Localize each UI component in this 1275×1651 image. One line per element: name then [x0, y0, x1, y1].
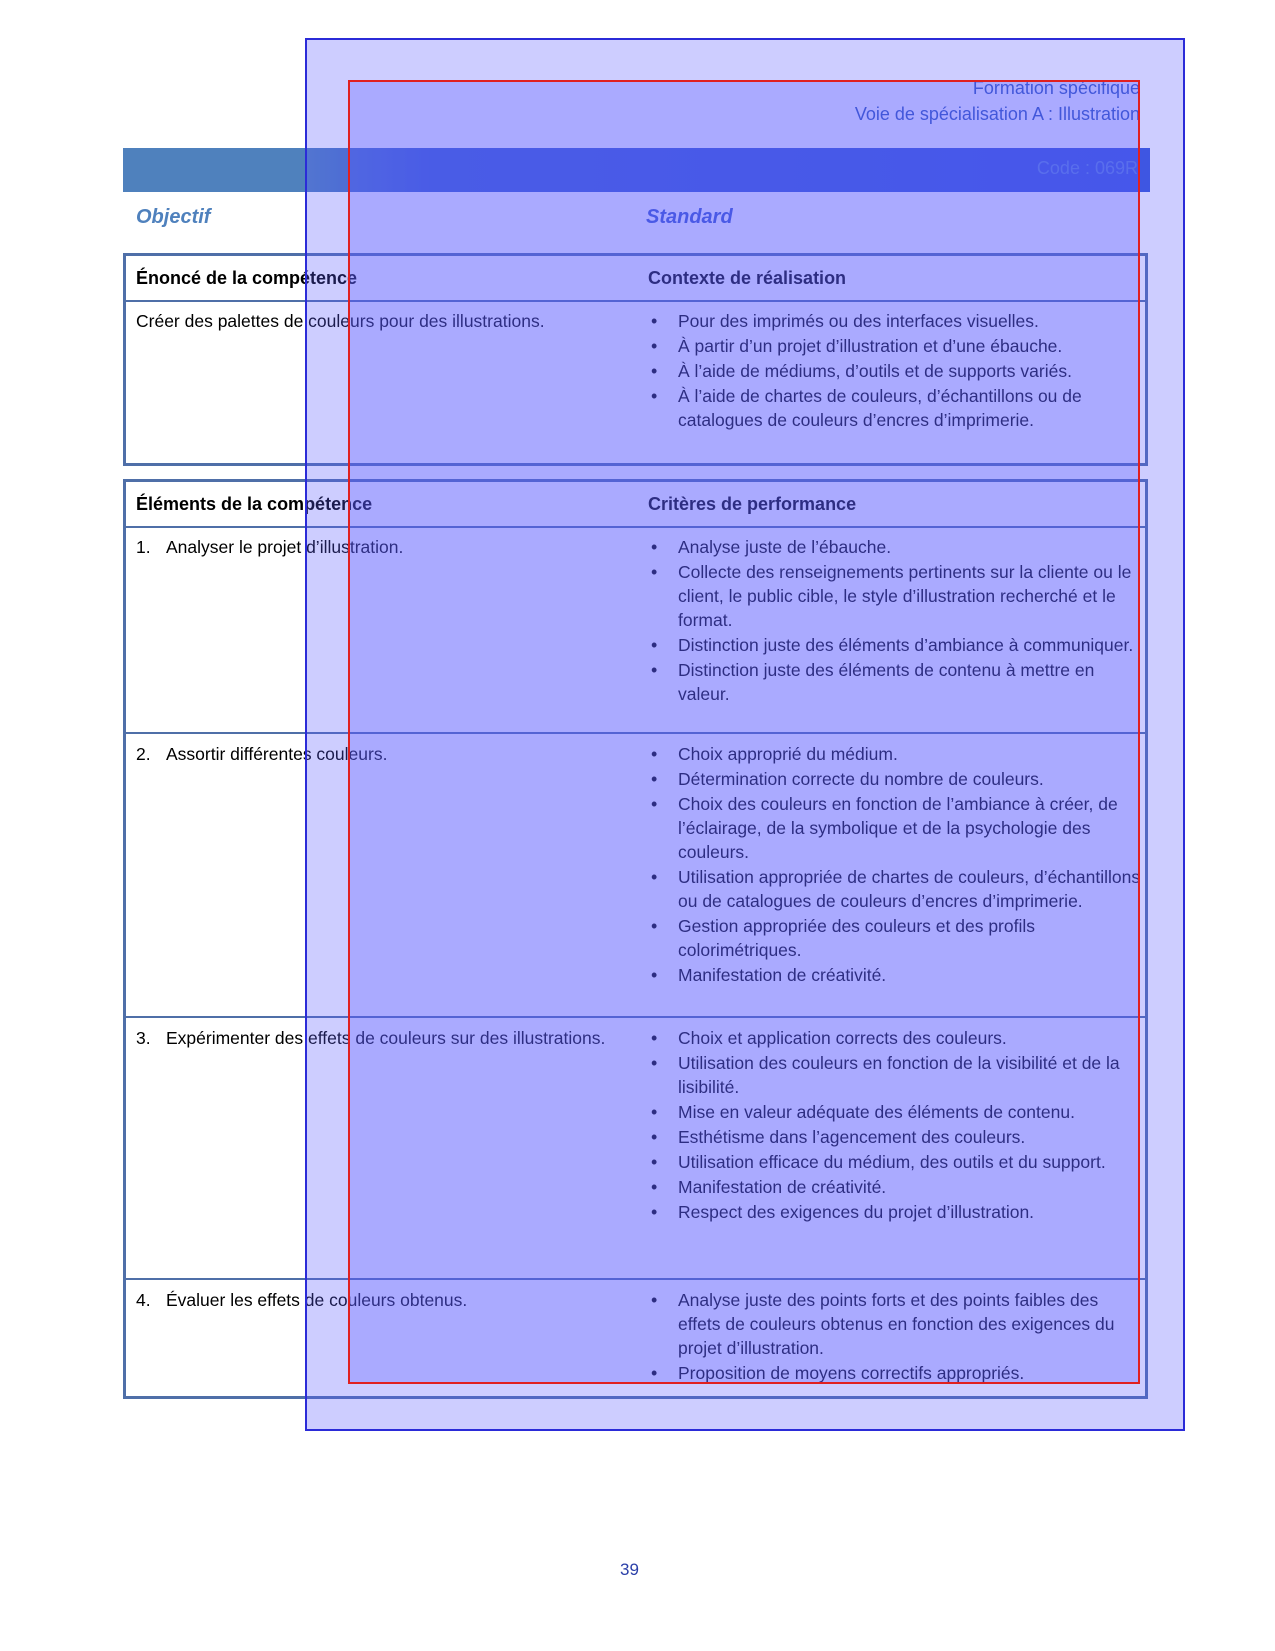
objectif-label: Objectif — [136, 206, 211, 228]
list-item: • Distinction juste des éléments d’ambiance à communiquer. — [648, 633, 1141, 657]
element-text: Analyser le projet d’illustration. — [166, 537, 404, 557]
list-item: • À l’aide de médiums, d’outils et de supports variés. — [648, 359, 1141, 383]
objective-standard-row — [133, 206, 1143, 236]
context-header: Contexte de réalisation — [648, 268, 847, 288]
code-band — [123, 148, 1150, 192]
element-text: Expérimenter des effets de couleurs sur des illustrations. — [166, 1028, 606, 1048]
list-item: • Collecte des renseignements pertinents sur la cliente ou le client, le public cible, le style d’illustration recherché et le format. — [648, 560, 1141, 632]
table-row — [126, 734, 1145, 1018]
list-item: • Proposition de moyens correctifs appropriés. — [648, 1361, 1141, 1385]
context-list — [648, 309, 1141, 433]
table-header-row — [126, 256, 1145, 302]
statement-header: Énoncé de la compétence — [136, 268, 358, 288]
list-item: • Manifestation de créativité. — [648, 1175, 1141, 1199]
table-row — [126, 1280, 1145, 1392]
element-text: Assortir différentes couleurs. — [166, 744, 388, 764]
list-item: • Choix des couleurs en fonction de l’ambiance à créer, de l’éclairage, de la symbolique et de la psychologie des couleurs. — [648, 792, 1141, 864]
list-item: • Gestion appropriée des couleurs et des profils colorimétriques. — [648, 914, 1141, 962]
list-item: • Utilisation des couleurs en fonction de la visibilité et de la lisibilité. — [648, 1051, 1141, 1099]
competency-elements-table — [123, 479, 1148, 1399]
list-item: • Utilisation efficace du médium, des outils et du support. — [648, 1150, 1141, 1174]
list-item: • Mise en valeur adéquate des éléments de contenu. — [648, 1100, 1141, 1124]
competency-statement: Créer des palettes de couleurs pour des illustrations. — [136, 311, 545, 331]
criteria-list — [648, 535, 1141, 707]
element-number: 1. — [136, 537, 151, 557]
list-item: • Respect des exigences du projet d’illustration. — [648, 1200, 1141, 1224]
competency-statement-table — [123, 253, 1148, 466]
criteria-list — [648, 742, 1141, 988]
criteria-list — [648, 1026, 1141, 1225]
list-item: • Manifestation de créativité. — [648, 963, 1141, 987]
list-item: • Détermination correcte du nombre de couleurs. — [648, 767, 1141, 791]
element-number: 2. — [136, 744, 151, 764]
table-row — [126, 1018, 1145, 1280]
list-item: • Utilisation appropriée de chartes de couleurs, d’échantillons ou de catalogues de couleurs d’encres d’imprimerie. — [648, 865, 1141, 913]
list-item: • À partir d’un projet d’illustration et d’une ébauche. — [648, 334, 1141, 358]
list-item: • À l’aide de chartes de couleurs, d’échantillons ou de catalogues de couleurs d’encres d’imprimerie. — [648, 384, 1141, 432]
specialization-title: Voie de spécialisation A : Illustration — [854, 104, 1140, 124]
list-item: • Analyse juste des points forts et des points faibles des effets de couleurs obtenus en fonction des exigences du projet d’illustration. — [648, 1288, 1141, 1360]
page-number: 39 — [620, 1560, 639, 1579]
list-item: • Choix approprié du médium. — [648, 742, 1141, 766]
list-item: • Choix et application corrects des couleurs. — [648, 1026, 1141, 1050]
elements-header: Éléments de la compétence — [136, 494, 373, 514]
list-item: • Pour des imprimés ou des interfaces visuelles. — [648, 309, 1141, 333]
program-title: Formation spécifique — [972, 78, 1140, 98]
list-item: • Distinction juste des éléments de contenu à mettre en valeur. — [648, 658, 1141, 706]
element-number: 4. — [136, 1290, 151, 1310]
criteria-header: Critères de performance — [648, 494, 857, 514]
competency-code: Code : 069R — [1036, 158, 1138, 178]
element-number: 3. — [136, 1028, 151, 1048]
document-header — [790, 75, 1140, 127]
table-header-row — [126, 482, 1145, 528]
list-item: • Esthétisme dans l’agencement des couleurs. — [648, 1125, 1141, 1149]
standard-label: Standard — [646, 206, 733, 228]
list-item: • Analyse juste de l’ébauche. — [648, 535, 1141, 559]
table-row — [126, 528, 1145, 734]
table-row — [126, 302, 1145, 462]
element-text: Évaluer les effets de couleurs obtenus. — [166, 1290, 468, 1310]
criteria-list — [648, 1288, 1141, 1386]
